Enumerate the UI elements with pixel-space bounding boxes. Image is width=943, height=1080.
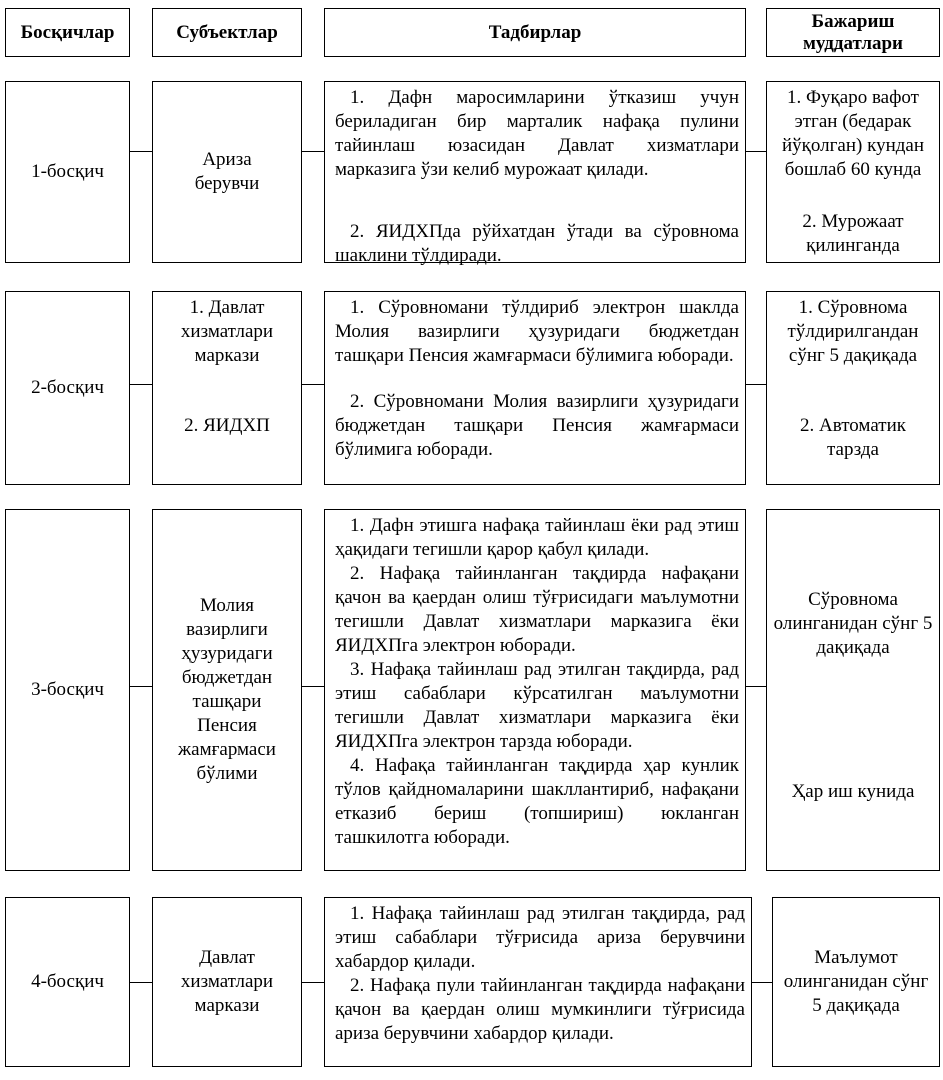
stage-1-label: 1-босқич [31, 161, 104, 182]
stage-2-label: 2-босқич [31, 377, 104, 398]
connector-line [302, 982, 324, 983]
subject-2-text-2: 2. ЯИДХП [184, 415, 270, 436]
deadline-item: 2. Автоматик тарзда [800, 415, 906, 460]
deadline-item: 1. Сўровнома тўлдирилгандан сўнг 5 дақиқада [787, 297, 919, 366]
deadlines-3-box [766, 509, 940, 871]
subject-2-box [152, 291, 302, 485]
subject-1-text: Ариза берувчи [194, 149, 260, 194]
connector-line [130, 384, 152, 385]
connector-line [302, 686, 324, 687]
connector-line [746, 151, 766, 152]
connector-line [130, 686, 152, 687]
header-actions-label: Тадбирлар [488, 21, 582, 43]
header-subjects [152, 8, 302, 57]
deadline-item: Маълумот олинганидан сўнг 5 дақиқада [783, 947, 929, 1016]
action-item: 1. Дафн этишга нафақа тайинлаш ёки рад этиш ҳақидаги тегишли қарор қабул қилади. [335, 515, 739, 560]
actions-4-box [324, 897, 752, 1067]
subject-4-box [152, 897, 302, 1067]
action-item: 2. ЯИДХПда рўйхатдан ўтади ва сўровнома шаклини тўлдиради. [335, 221, 739, 266]
header-deadlines-label: Бажариш муддатлари [802, 10, 903, 54]
connector-line [752, 982, 772, 983]
deadlines-1-box [766, 81, 940, 263]
stage-4-box [5, 897, 130, 1067]
action-item: 1. Нафақа тайинлаш рад этилган тақдирда, рад этиш сабаблари тўғрисида ариза берувчини хабардор қилади. [335, 903, 745, 972]
stage-2-box [5, 291, 130, 485]
stage-3-label: 3-босқич [31, 679, 104, 700]
action-item: 3. Нафақа тайинлаш рад этилган тақдирда, рад этиш сабаблари кўрсатилган маълумотни тегишли Давлат хизматлари марказига ёки ЯИДХПга электрон тарзда юборади. [335, 659, 739, 752]
actions-2-box [324, 291, 746, 485]
stage-3-box [5, 509, 130, 871]
connector-line [130, 982, 152, 983]
deadline-item: 1. Фуқаро вафот этган (бедарак йўқолган) кундан бошлаб 60 кунда [782, 87, 924, 180]
stage-4-label: 4-босқич [31, 971, 104, 992]
deadlines-4-box [772, 897, 940, 1067]
stage-1-box [5, 81, 130, 263]
actions-1-box [324, 81, 746, 266]
header-stages [5, 8, 130, 57]
action-item: 1. Сўровномани тўлдириб электрон шаклда Молия вазирлиги ҳузуридаги бюджетдан ташқари Пенсия жамғармаси бўлимига юборади. [335, 297, 739, 366]
deadline-item: Ҳар иш кунида [791, 781, 915, 802]
connector-line [302, 384, 324, 385]
action-item: 2. Нафақа тайинланган тақдирда нафақани қачон ва қаердан олиш тўғрисидаги маълумотни тегишли Давлат хизматлари марказига ёки ЯИДХПга электрон юборади. [335, 563, 739, 656]
connector-line [130, 151, 152, 152]
action-item: 2. Сўровномани Молия вазирлиги ҳузуридаги бюджетдан ташқари Пенсия жамғармаси бўлимига юборади. [335, 391, 739, 460]
subject-3-box [152, 509, 302, 871]
subject-1-box [152, 81, 302, 263]
deadline-item: 2. Мурожаат қилинганда [802, 211, 904, 256]
deadline-item: Сўровнома олинганидан сўнг 5 дақиқада [773, 589, 933, 658]
header-stages-label: Босқичлар [20, 21, 115, 43]
subject-3-text: Молия вазирлиги ҳузуридаги бюджетдан ташқари Пенсия жамғармаси бўлими [178, 595, 276, 784]
connector-line [746, 686, 766, 687]
deadlines-2-box [766, 291, 940, 485]
connector-line [302, 151, 324, 152]
action-item: 4. Нафақа тайинланган тақдирда ҳар кунлик тўлов қайдномаларини шакллантириб, нафақани етказиб бериш (топшириш) юкланган ташкилотга юборади. [335, 755, 739, 848]
header-subjects-label: Субъектлар [176, 21, 278, 43]
subject-4-text: Давлат хизматлари маркази [180, 947, 274, 1016]
action-item: 1. Дафн маросимларини ўтказиш учун бериладиган бир марталик нафақа пулини тайинлаш юзасидан Давлат хизматлари марказига ўзи келиб мурожаат қилади. [335, 87, 739, 180]
header-deadlines [766, 8, 940, 57]
header-actions [324, 8, 746, 57]
connector-line [746, 384, 766, 385]
action-item: 2. Нафақа пули тайинланган тақдирда нафақани қачон ва қаердан олиш мумкинлиги тўғрисида ариза берувчини хабардор қилади. [335, 975, 745, 1044]
subject-2-text-1: 1. Давлат хизматлари маркази [180, 297, 274, 366]
actions-3-box [324, 509, 746, 871]
